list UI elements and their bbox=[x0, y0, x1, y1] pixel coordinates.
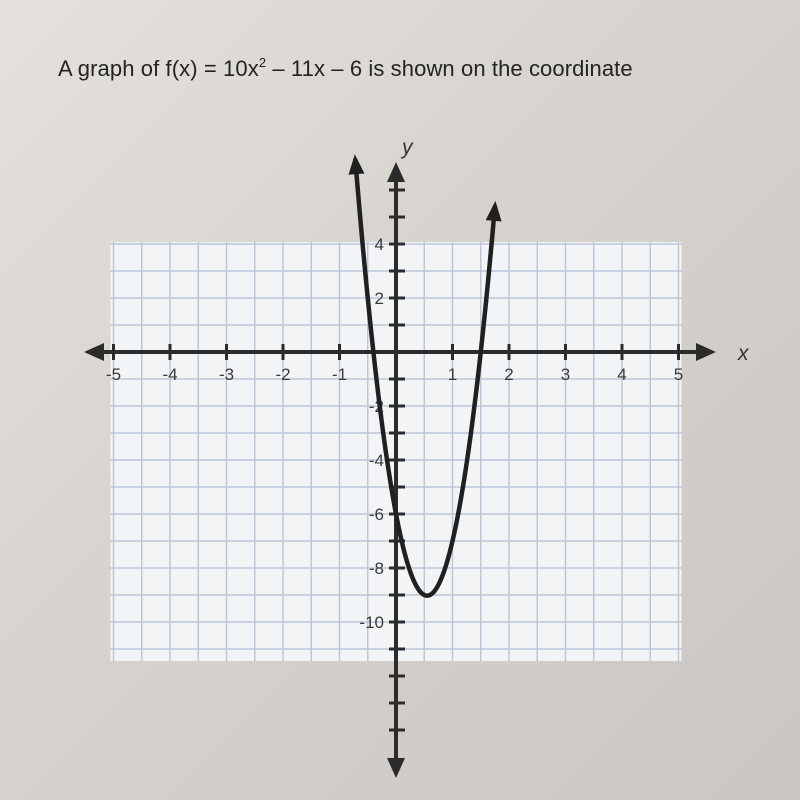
y-tick-label: -6 bbox=[368, 505, 384, 524]
y-axis-label: y bbox=[402, 136, 413, 159]
x-tick-label: -1 bbox=[331, 365, 348, 384]
x-tick-label: -3 bbox=[218, 365, 235, 384]
y-axis-arrow-top bbox=[387, 162, 405, 182]
y-tick-label: 2 bbox=[374, 289, 384, 308]
question-prefix: A graph of f(x) = 10x bbox=[58, 56, 259, 81]
curve-arrow-right bbox=[486, 201, 502, 222]
y-axis-arrow-bottom bbox=[387, 758, 405, 778]
x-tick-label: 4 bbox=[617, 365, 627, 384]
x-tick-label: 2 bbox=[504, 365, 514, 384]
x-axis-label: x bbox=[738, 342, 749, 365]
x-tick-label: -4 bbox=[162, 365, 178, 384]
x-tick-label: -2 bbox=[275, 365, 291, 384]
x-axis-arrow-left bbox=[84, 343, 104, 361]
x-tick-label: 1 bbox=[447, 365, 458, 384]
curve-arrow-left bbox=[349, 154, 365, 175]
x-tick-label: -5 bbox=[105, 365, 122, 384]
y-tick-label: -8 bbox=[368, 559, 384, 578]
y-tick-label: -4 bbox=[368, 451, 384, 470]
x-tick-label: 3 bbox=[560, 365, 571, 384]
question-exponent: 2 bbox=[258, 55, 267, 70]
y-tick-label: 4 bbox=[374, 235, 384, 254]
y-tick-label: -10 bbox=[359, 613, 384, 632]
question-suffix: – 11x – 6 is shown on the coordinate bbox=[266, 56, 633, 81]
x-axis-arrow-right bbox=[696, 343, 716, 361]
y-tick-label: -2 bbox=[368, 397, 384, 416]
x-tick-label: 5 bbox=[673, 365, 684, 384]
